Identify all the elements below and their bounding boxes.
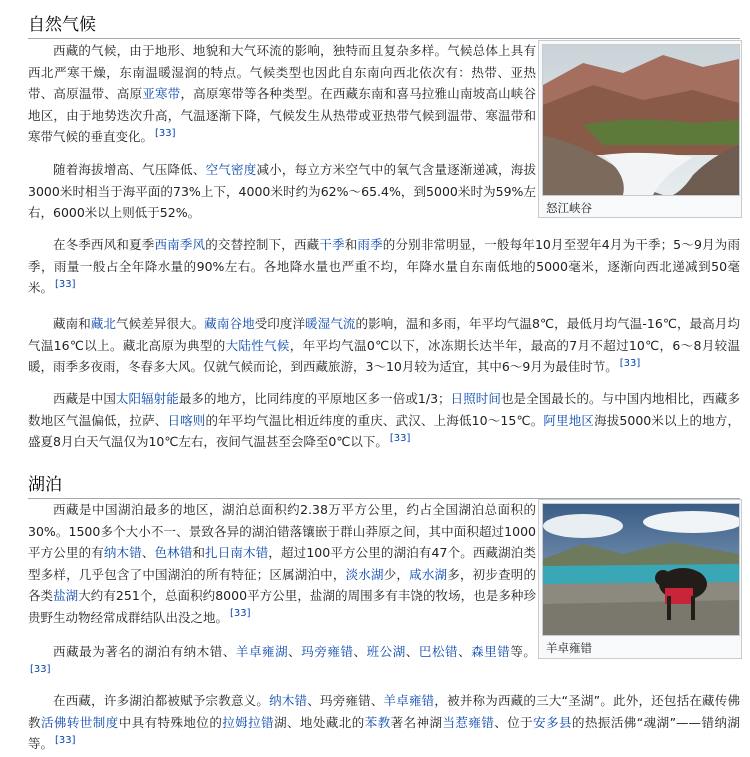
text-run: 著名神湖 [390, 714, 443, 730]
text-run: ，年平均气温0℃以下，冰冻期长达半年，最高的7月不超过10℃，6～8月较温暖，雨季多夜雨，冬春多大风。仅就气候而论，到西藏旅游，3～10月较为适宜，其中6～9月为最佳时节。 [28, 337, 740, 374]
nujiang-gorge-image[interactable] [542, 44, 740, 196]
link-air-density[interactable]: 空气密度 [205, 162, 257, 177]
link-subarctic[interactable]: 亚寒带 [142, 86, 181, 101]
paragraph-famous-lakes [28, 641, 536, 684]
text-run: 大约有251个，总面积约8000平方公里，盐湖的周围多有丰饶的牧场，也是多种珍贵野生动物经常成群结队出没之地。 [28, 588, 536, 625]
link-namtso[interactable]: 纳木错 [269, 693, 308, 708]
paragraph-sacred-lakes [28, 690, 740, 755]
paragraph-solar-radiation [28, 388, 740, 453]
thumbnail-yamdrok[interactable] [538, 499, 742, 659]
text-run: 海拔5000米以上的地方，盛夏8月白天气温仅为10℃左右，夜间气温甚至会降至0℃以下。 [28, 412, 740, 449]
reference-33[interactable]: [33] [230, 608, 251, 620]
text-run: 、位于 [494, 714, 534, 730]
link-pangong[interactable]: 班公湖 [366, 644, 406, 659]
paragraph-air-density [28, 159, 536, 224]
link-lhamo-latso[interactable]: 拉姆拉错 [222, 714, 275, 730]
paragraph-monsoon [28, 234, 740, 299]
text-run: 、 [288, 644, 302, 659]
text-run: 的分别非常明显，一般每年10月至翌年4月为干季；5～9月为雨季，雨量一般占全年降水量的90%左右。各地降水量也严重不均，年降水量自东南低地的5000毫米，逐渐向西北递减到50毫米。 [28, 237, 740, 295]
text-run: 、 [141, 545, 155, 560]
reference-33[interactable]: [33] [30, 664, 51, 676]
text-run: 和 [192, 545, 206, 560]
text-run: 在冬季西风和夏季 [53, 237, 155, 252]
text-run: 的年平均气温比相近纬度的重庆、武汉、上海低10～15℃。 [205, 412, 544, 428]
link-zhari-namco[interactable]: 扎日南木错 [205, 545, 269, 560]
link-bon[interactable]: 苯教 [364, 714, 391, 730]
text-run: 的影响，温和多雨，年平均气温8℃，最低月均气温-16℃，最高月均气温16℃以上。藏北高原为典型的 [28, 316, 740, 353]
text-run: 受印度洋 [254, 316, 306, 331]
link-yamdrok[interactable]: 羊卓雍湖 [235, 644, 289, 659]
text-run: 气候差异很大。 [116, 316, 205, 331]
link-manasarovar[interactable]: 玛旁雍错 [301, 644, 354, 659]
paragraph-lakes-overview [28, 499, 536, 628]
link-ngari[interactable]: 阿里地区 [543, 412, 595, 428]
link-dry-season[interactable]: 干季 [319, 237, 345, 252]
text-run: 的交替控制下，西藏 [205, 237, 320, 252]
link-southwest-monsoon[interactable]: 西南季风 [154, 237, 206, 252]
link-basum-tso[interactable]: 巴松错 [418, 644, 459, 659]
link-freshwater-lake[interactable]: 淡水湖 [345, 566, 384, 582]
text-run: 最多的地方，比同纬度的平原地区多一倍或1/3； [178, 391, 451, 406]
text-run: 随着海拔增高、气压降低、 [53, 162, 206, 177]
text-run: 、玛旁雍错、 [307, 693, 384, 708]
link-solar-radiation[interactable]: 太阳辐射能 [115, 391, 179, 406]
thumbnail-nujiang[interactable] [538, 40, 742, 218]
reference-33[interactable]: [33] [55, 734, 76, 746]
link-namtso[interactable]: 纳木错 [103, 545, 142, 560]
link-siling-co[interactable]: 色林错 [154, 545, 193, 560]
link-salt-lake[interactable]: 盐湖 [53, 588, 79, 603]
text-run: 等。 [510, 644, 536, 659]
link-tulku-system[interactable]: 活佛转世制度 [40, 714, 119, 730]
link-south-tibet-valley[interactable]: 藏南谷地 [204, 316, 255, 331]
link-north-tibet[interactable]: 藏北 [90, 316, 117, 331]
text-run: 西藏最为著名的湖泊有纳木错、 [53, 644, 236, 659]
text-run: ，超过100平方公里的湖泊有47个。西藏湖泊类型多样，几乎包含了中国湖泊的所有特征；区属湖泊中， [28, 545, 536, 582]
link-continental-climate[interactable]: 大陆性气候 [225, 337, 290, 353]
text-run: 中具有特殊地位的 [118, 714, 223, 730]
text-run: 西藏的气候，由于地形、地貌和大气环流的影响，独特而且复杂多样。气候总体上具有西北严寒干燥，东南温暖湿润的特点。气候类型也因此自东南向西北依次有：热带、亚热带、高原温带、高原 [28, 43, 536, 101]
section-heading-climate: 自然气候 [28, 10, 740, 39]
text-run: 、 [458, 644, 472, 659]
reference-33[interactable]: [33] [619, 357, 641, 369]
text-run: 多，初步查明的各类 [28, 566, 536, 603]
text-run: 湖、地处藏北的 [274, 714, 365, 730]
link-saltwater-lake[interactable]: 咸水湖 [409, 566, 448, 582]
link-rainy-season[interactable]: 雨季 [357, 237, 383, 252]
text-run: 、 [405, 644, 419, 659]
text-run: 减小，每立方米空气中的氧气含量逐渐递减，海拔3000米时相当于海平面的73%上下，4000米时约为62%～65.4%，到5000米时为59%左右，6000米以上则低于52%。 [28, 162, 536, 220]
text-run: 西藏是中国湖泊最多的地区，湖泊总面积约2.38万平方公里，约占全国湖泊总面积的30%。1500多个大小不一、景致各异的湖泊错落镶嵌于群山莽原之间，其中面积超过1000平方公里的有 [28, 502, 536, 560]
link-yamdrok-tso[interactable]: 羊卓雍错 [383, 693, 435, 708]
link-amdo-county[interactable]: 安多县 [533, 714, 572, 730]
text-run: 和 [344, 237, 358, 252]
paragraph-regional-difference [28, 313, 740, 378]
reference-33[interactable]: [33] [389, 432, 411, 444]
text-run: ，被并称为西藏的三大“圣湖”。此外，还包括在藏传佛教 [28, 693, 740, 730]
thumbnail-caption: 怒江峡谷 [546, 201, 592, 215]
section-heading-lakes: 湖泊 [28, 470, 740, 499]
paragraph-climate-overview [28, 40, 536, 148]
text-run: ，高原寒带等各种类型。在西藏东南和喜马拉雅山南坡高山峡谷地区，由于地势迭次升高，气温逐渐下降，气候发生从热带或亚热带气候到温带、寒温带和寒带气候的垂直变化。 [28, 86, 536, 144]
reference-33[interactable]: [33] [55, 278, 76, 290]
thumbnail-caption: 羊卓雍错 [546, 641, 592, 655]
link-sunshine-duration[interactable]: 日照时间 [450, 391, 501, 406]
text-run: 藏南和 [53, 316, 91, 331]
text-run: 西藏是中国 [53, 391, 116, 406]
link-warm-moist-airflow[interactable]: 暖湿气流 [305, 316, 356, 331]
text-run: 也是全国最长的。与中国内地相比，西藏多数地区气温偏低，拉萨、 [28, 391, 740, 428]
text-run: 少， [383, 566, 410, 582]
yamdrok-lake-image[interactable] [542, 503, 740, 636]
link-senli-co[interactable]: 森里错 [471, 644, 511, 659]
link-shigatse[interactable]: 日喀则 [167, 412, 206, 428]
text-run: 在西藏，许多湖泊都被赋予宗教意义。 [53, 693, 270, 708]
text-run: 的热振活佛“魂湖”——错纳湖等。 [28, 714, 740, 751]
text-run: 、 [353, 644, 367, 659]
link-dangra-yumco[interactable]: 当惹雍错 [442, 714, 495, 730]
reference-33[interactable]: [33] [155, 127, 176, 139]
